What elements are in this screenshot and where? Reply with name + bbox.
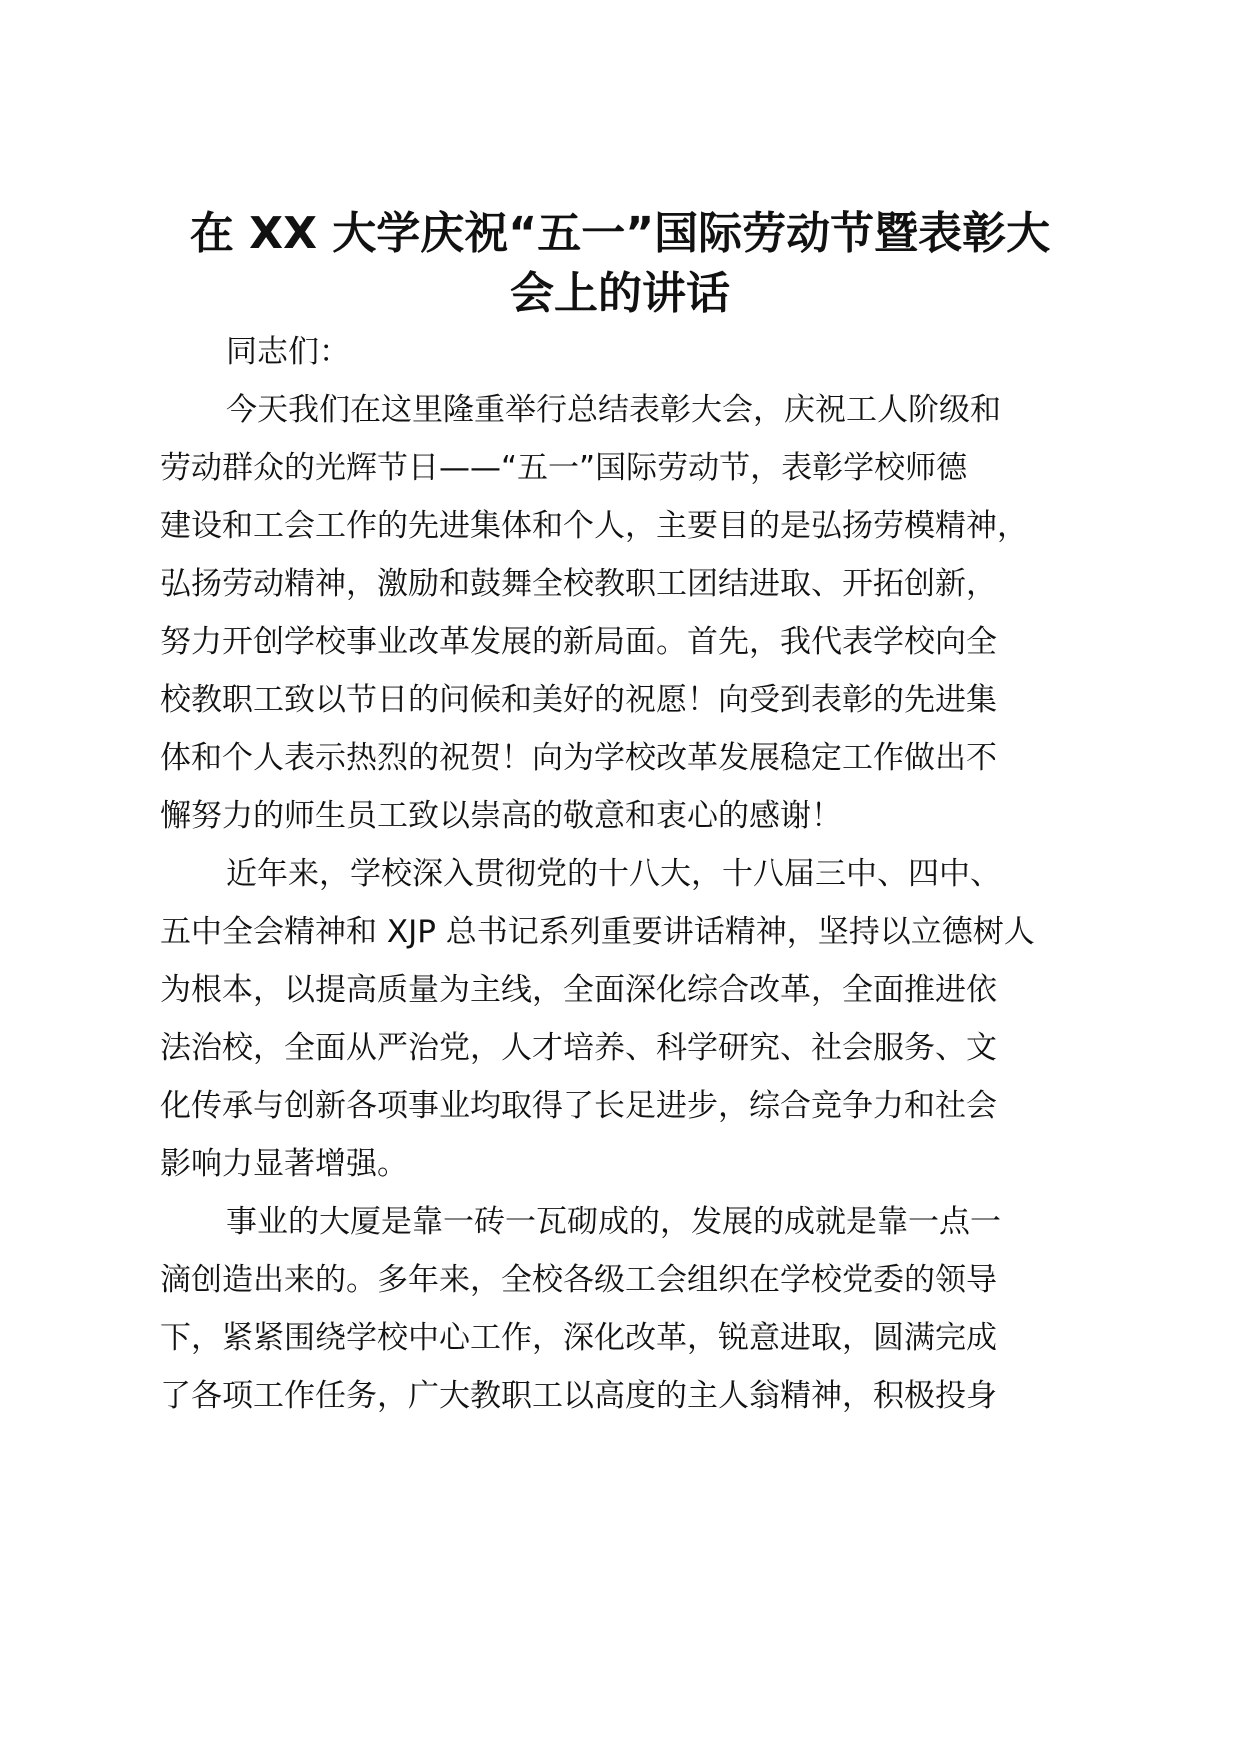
paragraph-2-line: 影响力显著增强。 bbox=[160, 1146, 408, 1182]
paragraph-1-line: 弘扬劳动精神，激励和鼓舞全校教职工团结进取、开拓创新， bbox=[160, 566, 997, 602]
salutation: 同志们： bbox=[226, 334, 350, 370]
paragraph-3-line: 下，紧紧围绕学校中心工作，深化改革，锐意进取，圆满完成 bbox=[160, 1320, 997, 1356]
document-title-line-1: 在 XX 大学庆祝“五一”国际劳动节暨表彰大 bbox=[189, 208, 1051, 259]
document-title-line-2: 会上的讲话 bbox=[510, 268, 730, 319]
paragraph-2-line: 法治校，全面从严治党，人才培养、科学研究、社会服务、文 bbox=[160, 1030, 997, 1066]
paragraph-2-line: 为根本，以提高质量为主线，全面深化综合改革，全面推进依 bbox=[160, 972, 997, 1008]
paragraph-1-line: 今天我们在这里隆重举行总结表彰大会，庆祝工人阶级和 bbox=[226, 392, 1001, 428]
paragraph-2-line: 近年来，学校深入贯彻党的十八大，十八届三中、四中、 bbox=[226, 856, 1001, 892]
paragraph-1-line: 建设和工会工作的先进集体和个人，主要目的是弘扬劳模精神， bbox=[160, 508, 1028, 544]
paragraph-3-line: 了各项工作任务，广大教职工以高度的主人翁精神，积极投身 bbox=[160, 1378, 997, 1414]
paragraph-1-line: 劳动群众的光辉节日——“五一”国际劳动节，表彰学校师德 bbox=[160, 450, 968, 486]
paragraph-2-line: 化传承与创新各项事业均取得了长足进步，综合竞争力和社会 bbox=[160, 1088, 997, 1124]
paragraph-3-line: 滴创造出来的。多年来，全校各级工会组织在学校党委的领导 bbox=[160, 1262, 997, 1298]
paragraph-3-line: 事业的大厦是靠一砖一瓦砌成的，发展的成就是靠一点一 bbox=[226, 1204, 1001, 1240]
paragraph-1-line: 努力开创学校事业改革发展的新局面。首先，我代表学校向全 bbox=[160, 624, 997, 660]
paragraph-1-line: 体和个人表示热烈的祝贺！向为学校改革发展稳定工作做出不 bbox=[160, 740, 997, 776]
paragraph-2-line: 五中全会精神和 XJP 总书记系列重要讲话精神，坚持以立德树人 bbox=[160, 914, 1035, 950]
paragraph-1-line: 懈努力的师生员工致以崇高的敬意和衷心的感谢！ bbox=[160, 798, 842, 834]
paragraph-1-line: 校教职工致以节日的问候和美好的祝愿！向受到表彰的先进集 bbox=[160, 682, 997, 718]
